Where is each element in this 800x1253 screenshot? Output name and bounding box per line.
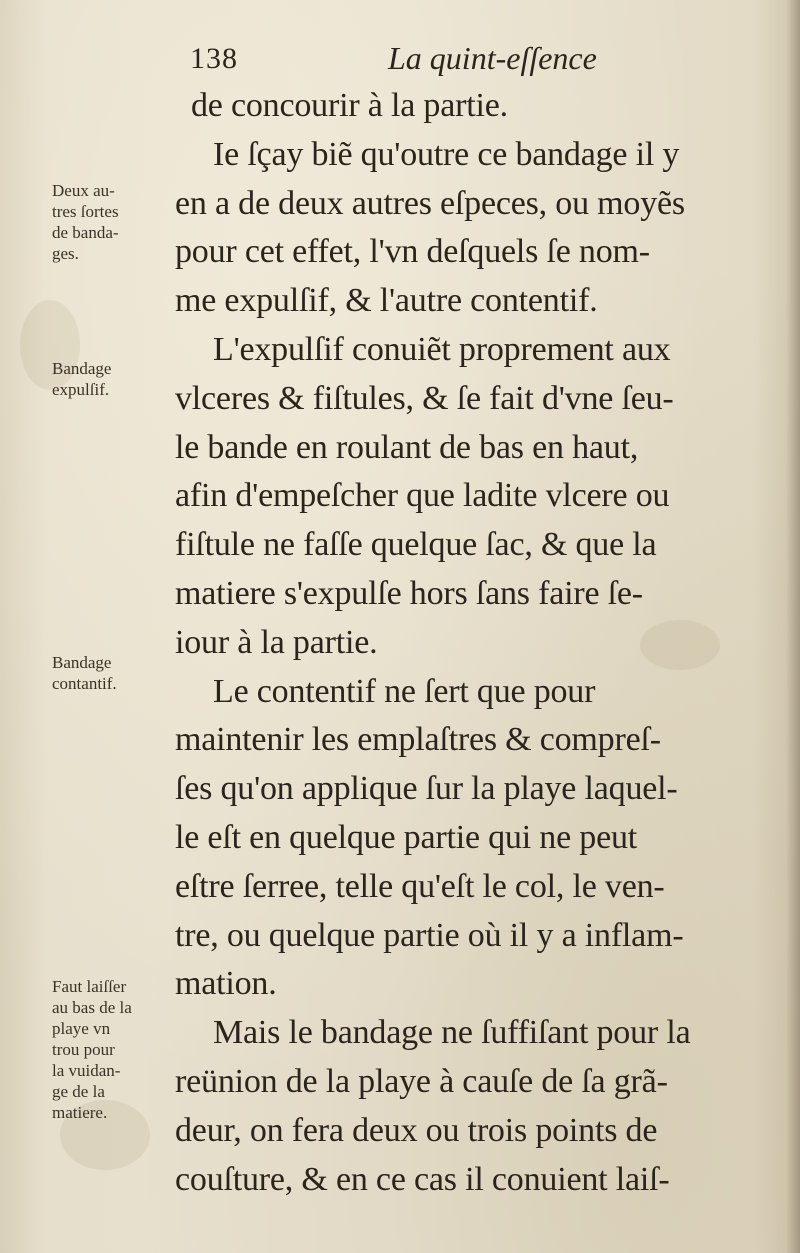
running-title: La quint-eſſence — [388, 40, 597, 76]
margin-note-line: Bandage — [52, 653, 112, 672]
page-header — [190, 38, 620, 88]
margin-note-line: contantif. — [52, 674, 117, 693]
text-line: mation. — [175, 965, 277, 1003]
margin-note-line: trou pour — [52, 1040, 115, 1059]
page-edge-shadow — [786, 0, 800, 1253]
text-line: en a de deux autres eſpeces, ou moyẽs — [175, 184, 685, 222]
margin-note-line: playe vn — [52, 1019, 111, 1038]
margin-note-line: Bandage — [52, 359, 112, 378]
margin-note-line: matiere. — [52, 1103, 108, 1122]
main-text-block — [175, 82, 760, 1204]
margin-note — [52, 976, 172, 1123]
page-number: 138 — [190, 42, 238, 75]
text-line: Mais le bandage ne ſuffiſant pour la — [213, 1014, 691, 1052]
margin-note-line: de banda- — [52, 223, 119, 242]
text-line: ſes qu'on applique ſur la playe laquel- — [175, 770, 678, 808]
margin-note-line: la vuidan- — [52, 1061, 121, 1080]
text-line: deur, on fera deux ou trois points de — [175, 1111, 658, 1149]
text-line: fiſtule ne faſſe quelque ſac, & que la — [175, 526, 657, 564]
text-line: tre, ou quelque partie où il y a inflam- — [175, 916, 684, 954]
text-line: reünion de la playe à cauſe de ſa grã- — [175, 1062, 668, 1100]
text-line: matiere s'expulſe hors ſans faire ſe- — [175, 574, 643, 612]
margin-note-line: ges. — [52, 244, 79, 263]
text-line: iour à la partie. — [175, 623, 378, 661]
text-line: me expulſif, & l'autre contentif. — [175, 282, 598, 320]
margin-note-line: tres ſortes — [52, 202, 119, 221]
text-line: L'expulſif conuiẽt proprement aux — [213, 330, 671, 368]
margin-note-line: ge de la — [52, 1082, 105, 1101]
text-line: le eſt en quelque partie qui ne peut — [175, 818, 638, 856]
text-line: vlceres & fiſtules, & ſe fait d'vne ſeu- — [175, 379, 674, 417]
text-line: eſtre ſerree, telle qu'eſt le col, le ven- — [175, 867, 665, 905]
margin-note — [52, 358, 172, 400]
text-line: couſture, & en ce cas il conuient laiſ- — [175, 1160, 670, 1198]
margin-note-line: expulſif. — [52, 380, 110, 399]
text-line: Le contentif ne ſert que pour — [213, 672, 596, 710]
margin-note-line: au bas de la — [52, 998, 132, 1017]
margin-note — [52, 652, 172, 694]
text-line: pour cet effet, l'vn deſquels ſe nom- — [175, 233, 650, 271]
margin-note — [52, 180, 172, 264]
margin-note-line: Faut laiſſer — [52, 977, 127, 996]
text-line: Ie ſçay biẽ qu'outre ce bandage il y — [213, 135, 680, 173]
text-line: afin d'empeſcher que ladite vlcere ou — [175, 477, 670, 515]
text-line: de concourir à la partie. — [191, 87, 508, 124]
text-line: le bande en roulant de bas en haut, — [175, 428, 639, 466]
margin-note-line: Deux au- — [52, 181, 115, 200]
text-line: maintenir les emplaſtres & compreſ- — [175, 721, 661, 759]
